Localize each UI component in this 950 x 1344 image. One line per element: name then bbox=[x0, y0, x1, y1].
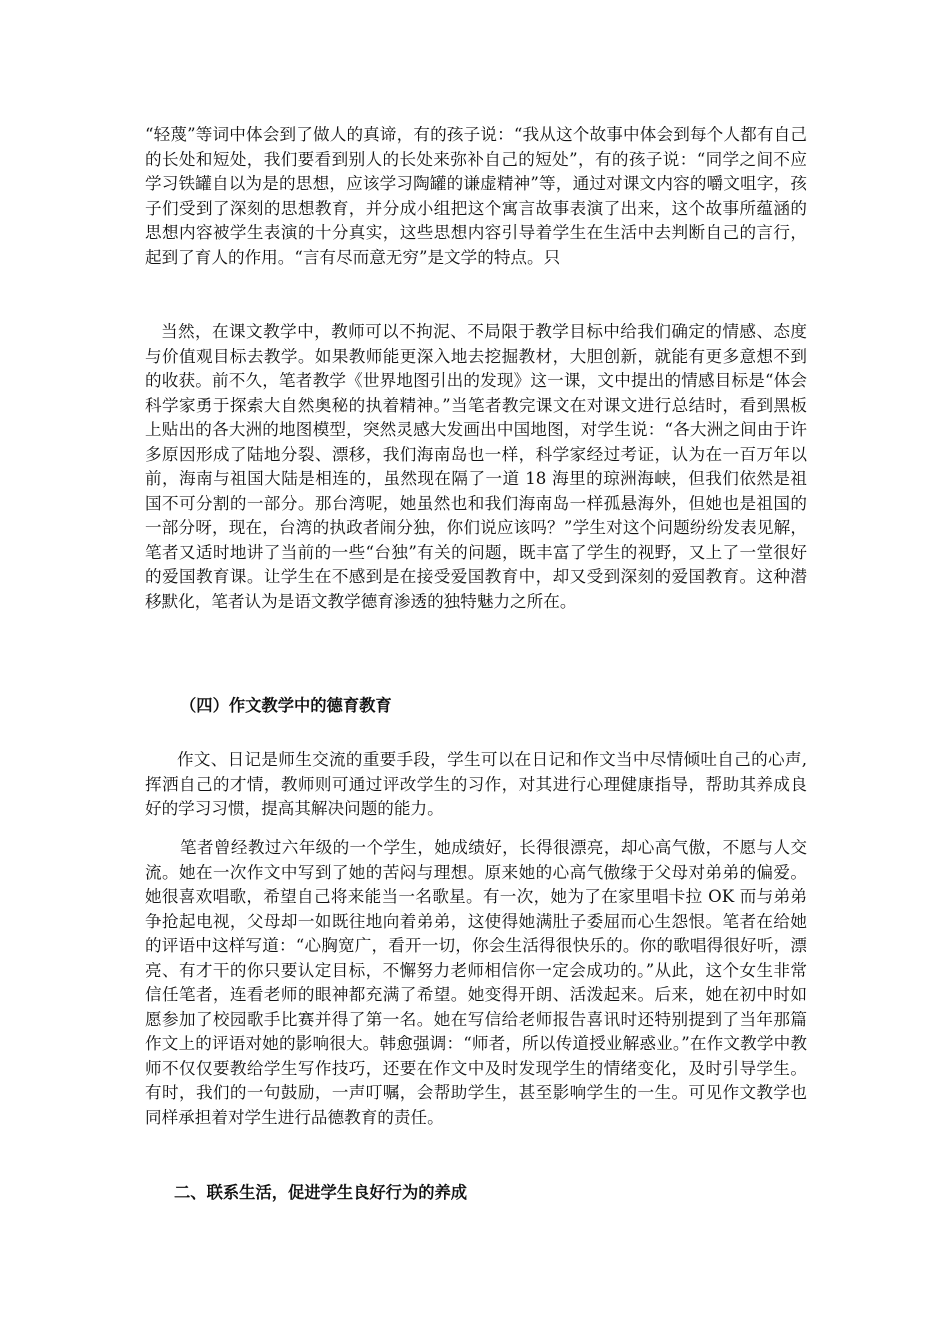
body-paragraph-3: 作文、日记是师生交流的重要手段，学生可以在日记和作文当中尽情倾吐自己的心声,挥洒自己的才情，教师则可通过评改学生的习作，对其进行心理健康指导，帮助其养成良好的学习习惯，提高其解决问题的能力。 bbox=[145, 750, 807, 818]
body-paragraph-1: “轻蔑”等词中体会到了做人的真谛，有的孩子说：“我从这个故事中体会到每个人都有自己的长处和短处，我们要看到别人的长处来弥补自己的短处”，有的孩子说：“同学之间不应学习铁罐自以为是的思想，应该学习陶罐的谦虚精神”等，通过对课文内容的嚼文咀字，孩子们受到了深刻的思想教育，并分成小组把这个寓言故事表演了出来，这个故事所蕴涵的思想内容被学生表演的十分真实，这些思想内容引导着学生在生活中去判断自己的言行，起到了育人的作用。“言有尽而意无穷”是文学的特点。只 bbox=[145, 125, 807, 267]
section-heading-life-connection: 二、联系生活，促进学生良好行为的养成 bbox=[174, 1183, 468, 1202]
section-heading-composition-moral-education: （四）作文教学中的德育教育 bbox=[180, 696, 392, 715]
body-paragraph-2: 当然，在课文教学中，教师可以不拘泥、不局限于教学目标中给我们确定的情感、态度与价值观目标去教学。如果教师能更深入地去挖掘教材，大胆创新，就能有更多意想不到的收获。前不久，笔者教学《世界地图引出的发现》这一课，文中提出的情感目标是“体会科学家勇于探索大自然奥秘的执着精神。”当笔者教完课文在对课文进行总结时，看到黑板上贴出的各大洲的地图模型，突然灵感大发画出中国地图，对学生说：“各大洲之间由于许多原因形成了陆地分裂、漂移，我们海南岛也一样，科学家经过考证，认为在一百万年以前，海南与祖国大陆是相连的，虽然现在隔了一道 18 海里的琼洲海峡，但我们依然是祖国不可分割的一部分。那台湾呢，她虽然也和我们海南岛一样孤悬海外，但她也是祖国的一部分呀，现在，台湾的执政者闹分独，你们说应该吗？”学生对这个问题纷纷发表见解，笔者又适时地讲了当前的一些“台独”有关的问题，既丰富了学生的视野，又上了一堂很好的爱国教育课。让学生在不感到是在接受爱国教育中，却又受到深刻的爱国教育。这种潜移默化，笔者认为是语文教学德育渗透的独特魅力之所在。 bbox=[145, 322, 807, 611]
body-paragraph-4: 笔者曾经教过六年级的一个学生，她成绩好，长得很漂亮，却心高气傲，不愿与人交流。她在一次作文中写到了她的苦闷与理想。原来她的心高气傲缘于父母对弟弟的偏爱。她很喜欢唱歌，希望自己将来能当一名歌星。有一次，她为了在家里唱卡拉 OK 而与弟弟争抢起电视，父母却一如既往地向着弟弟，这使得她满肚子委屈而心生怨恨。笔者在给她的评语中这样写道：“心胸宽广，看开一切，你会生活得很快乐的。你的歌唱得很好听，漂亮、有才干的你只要认定目标，不懈努力老师相信你一定会成功的。”从此，这个女生非常信任笔者，连看老师的眼神都充满了希望。她变得开朗、活泼起来。后来，她在初中时如愿参加了校园歌手比赛并得了第一名。她在写信给老师报告喜讯时还特别提到了当年那篇作文上的评语对她的影响很大。韩愈强调：“师者，所以传道授业解惑业。”在作文教学中教师不仅仅要教给学生写作技巧，还要在作文中及时发现学生的情绪变化，及时引导学生。有时，我们的一句鼓励，一声叮嘱，会帮助学生，甚至影响学生的一生。可见作文教学也同样承担着对学生进行品德教育的责任。 bbox=[145, 838, 807, 1127]
